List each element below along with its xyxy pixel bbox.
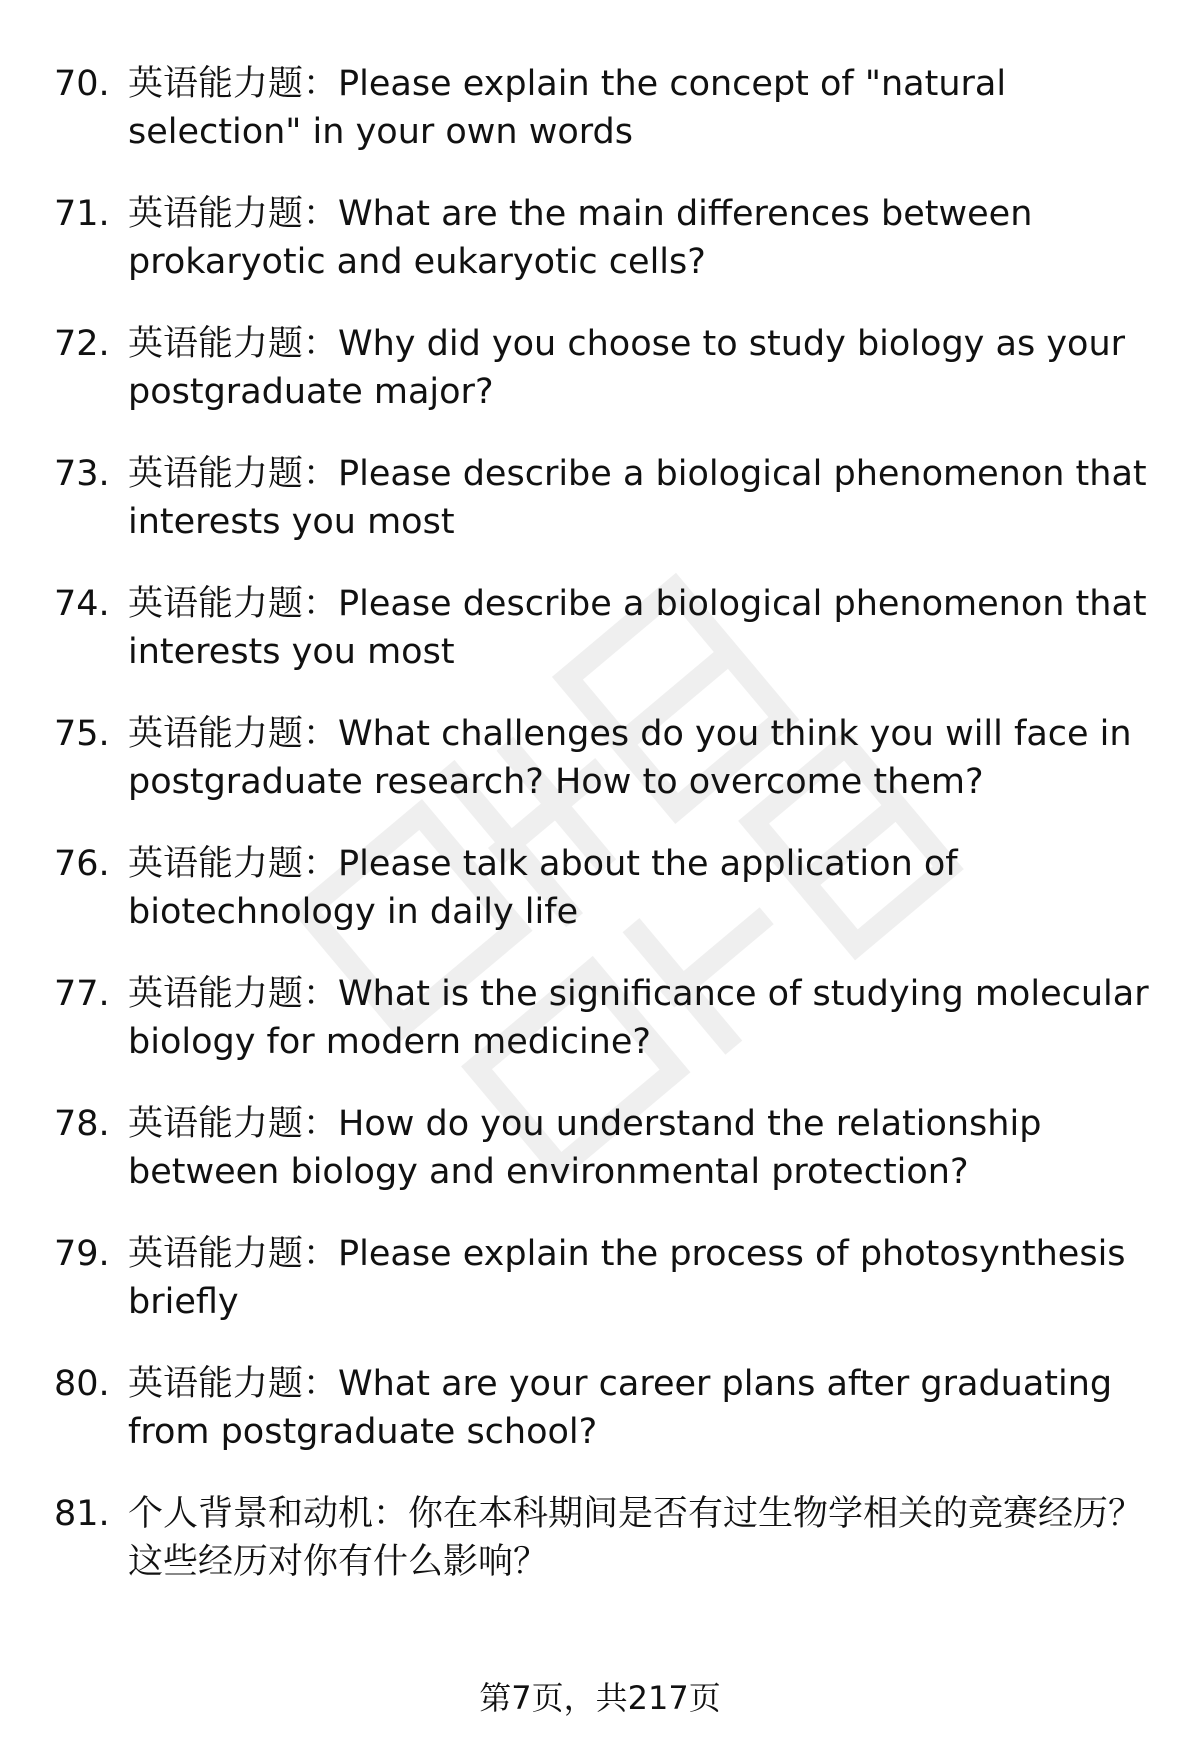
question-list [54, 60, 1154, 1620]
question-number: 70. [54, 64, 110, 104]
question-item-74 [54, 580, 1154, 676]
question-category: 英语能力题： [128, 1104, 339, 1144]
question-text: What challenges do you think you will face in postgraduate research? How to overcome them? [128, 714, 1132, 802]
question-number: 79. [54, 1234, 110, 1274]
question-number: 75. [54, 714, 110, 754]
question-category: 英语能力题： [128, 584, 339, 624]
question-item-79 [54, 1230, 1154, 1326]
question-item-73 [54, 450, 1154, 546]
question-body [128, 190, 1154, 286]
question-body [128, 60, 1154, 156]
question-text: How do you understand the relationship between biology and environmental protection? [128, 1104, 1042, 1192]
question-category: 英语能力题： [128, 1364, 339, 1404]
question-text: What is the significance of studying molecular biology for modern medicine? [128, 974, 1149, 1062]
question-text: What are your career plans after graduating from postgraduate school? [128, 1364, 1113, 1452]
question-body [128, 1360, 1154, 1456]
question-body [128, 450, 1154, 546]
question-number: 80. [54, 1364, 110, 1404]
question-number: 78. [54, 1104, 110, 1144]
question-category: 个人背景和动机： [128, 1494, 409, 1534]
question-category: 英语能力题： [128, 1234, 339, 1274]
question-number: 76. [54, 844, 110, 884]
question-body [128, 580, 1154, 676]
question-text: What are the main differences between prokaryotic and eukaryotic cells? [128, 194, 1033, 282]
question-category: 英语能力题： [128, 64, 339, 104]
question-body [128, 970, 1154, 1066]
question-text: Please explain the concept of "natural selection" in your own words [128, 64, 1007, 152]
question-item-77 [54, 970, 1154, 1066]
question-body [128, 710, 1154, 806]
question-category: 英语能力题： [128, 974, 339, 1014]
question-number: 73. [54, 454, 110, 494]
question-body [128, 1100, 1154, 1196]
question-number: 72. [54, 324, 110, 364]
page-number-label: 第7页，共217页 [479, 1679, 721, 1717]
question-body [128, 320, 1154, 416]
question-category: 英语能力题： [128, 194, 339, 234]
question-body [128, 840, 1154, 936]
question-number: 74. [54, 584, 110, 624]
page-footer [0, 1678, 1200, 1718]
question-text: Why did you choose to study biology as your postgraduate major? [128, 324, 1126, 412]
question-body [128, 1490, 1154, 1586]
question-number: 71. [54, 194, 110, 234]
question-category: 英语能力题： [128, 454, 339, 494]
question-body [128, 1230, 1154, 1326]
question-number: 81. [54, 1494, 110, 1534]
question-item-78 [54, 1100, 1154, 1196]
question-item-71 [54, 190, 1154, 286]
question-item-76 [54, 840, 1154, 936]
question-category: 英语能力题： [128, 714, 339, 754]
question-number: 77. [54, 974, 110, 1014]
question-item-70 [54, 60, 1154, 156]
question-text: Please describe a biological phenomenon that interests you most [128, 584, 1147, 672]
question-item-75 [54, 710, 1154, 806]
question-item-80 [54, 1360, 1154, 1456]
question-category: 英语能力题： [128, 844, 339, 884]
question-item-72 [54, 320, 1154, 416]
question-text: Please talk about the application of biotechnology in daily life [128, 844, 958, 932]
question-category: 英语能力题： [128, 324, 339, 364]
question-text: 你在本科期间是否有过生物学相关的竞赛经历？这些经历对你有什么影响？ [128, 1494, 1144, 1582]
question-text: Please describe a biological phenomenon that interests you most [128, 454, 1147, 542]
question-item-81 [54, 1490, 1154, 1586]
question-text: Please explain the process of photosynthesis briefly [128, 1234, 1126, 1322]
